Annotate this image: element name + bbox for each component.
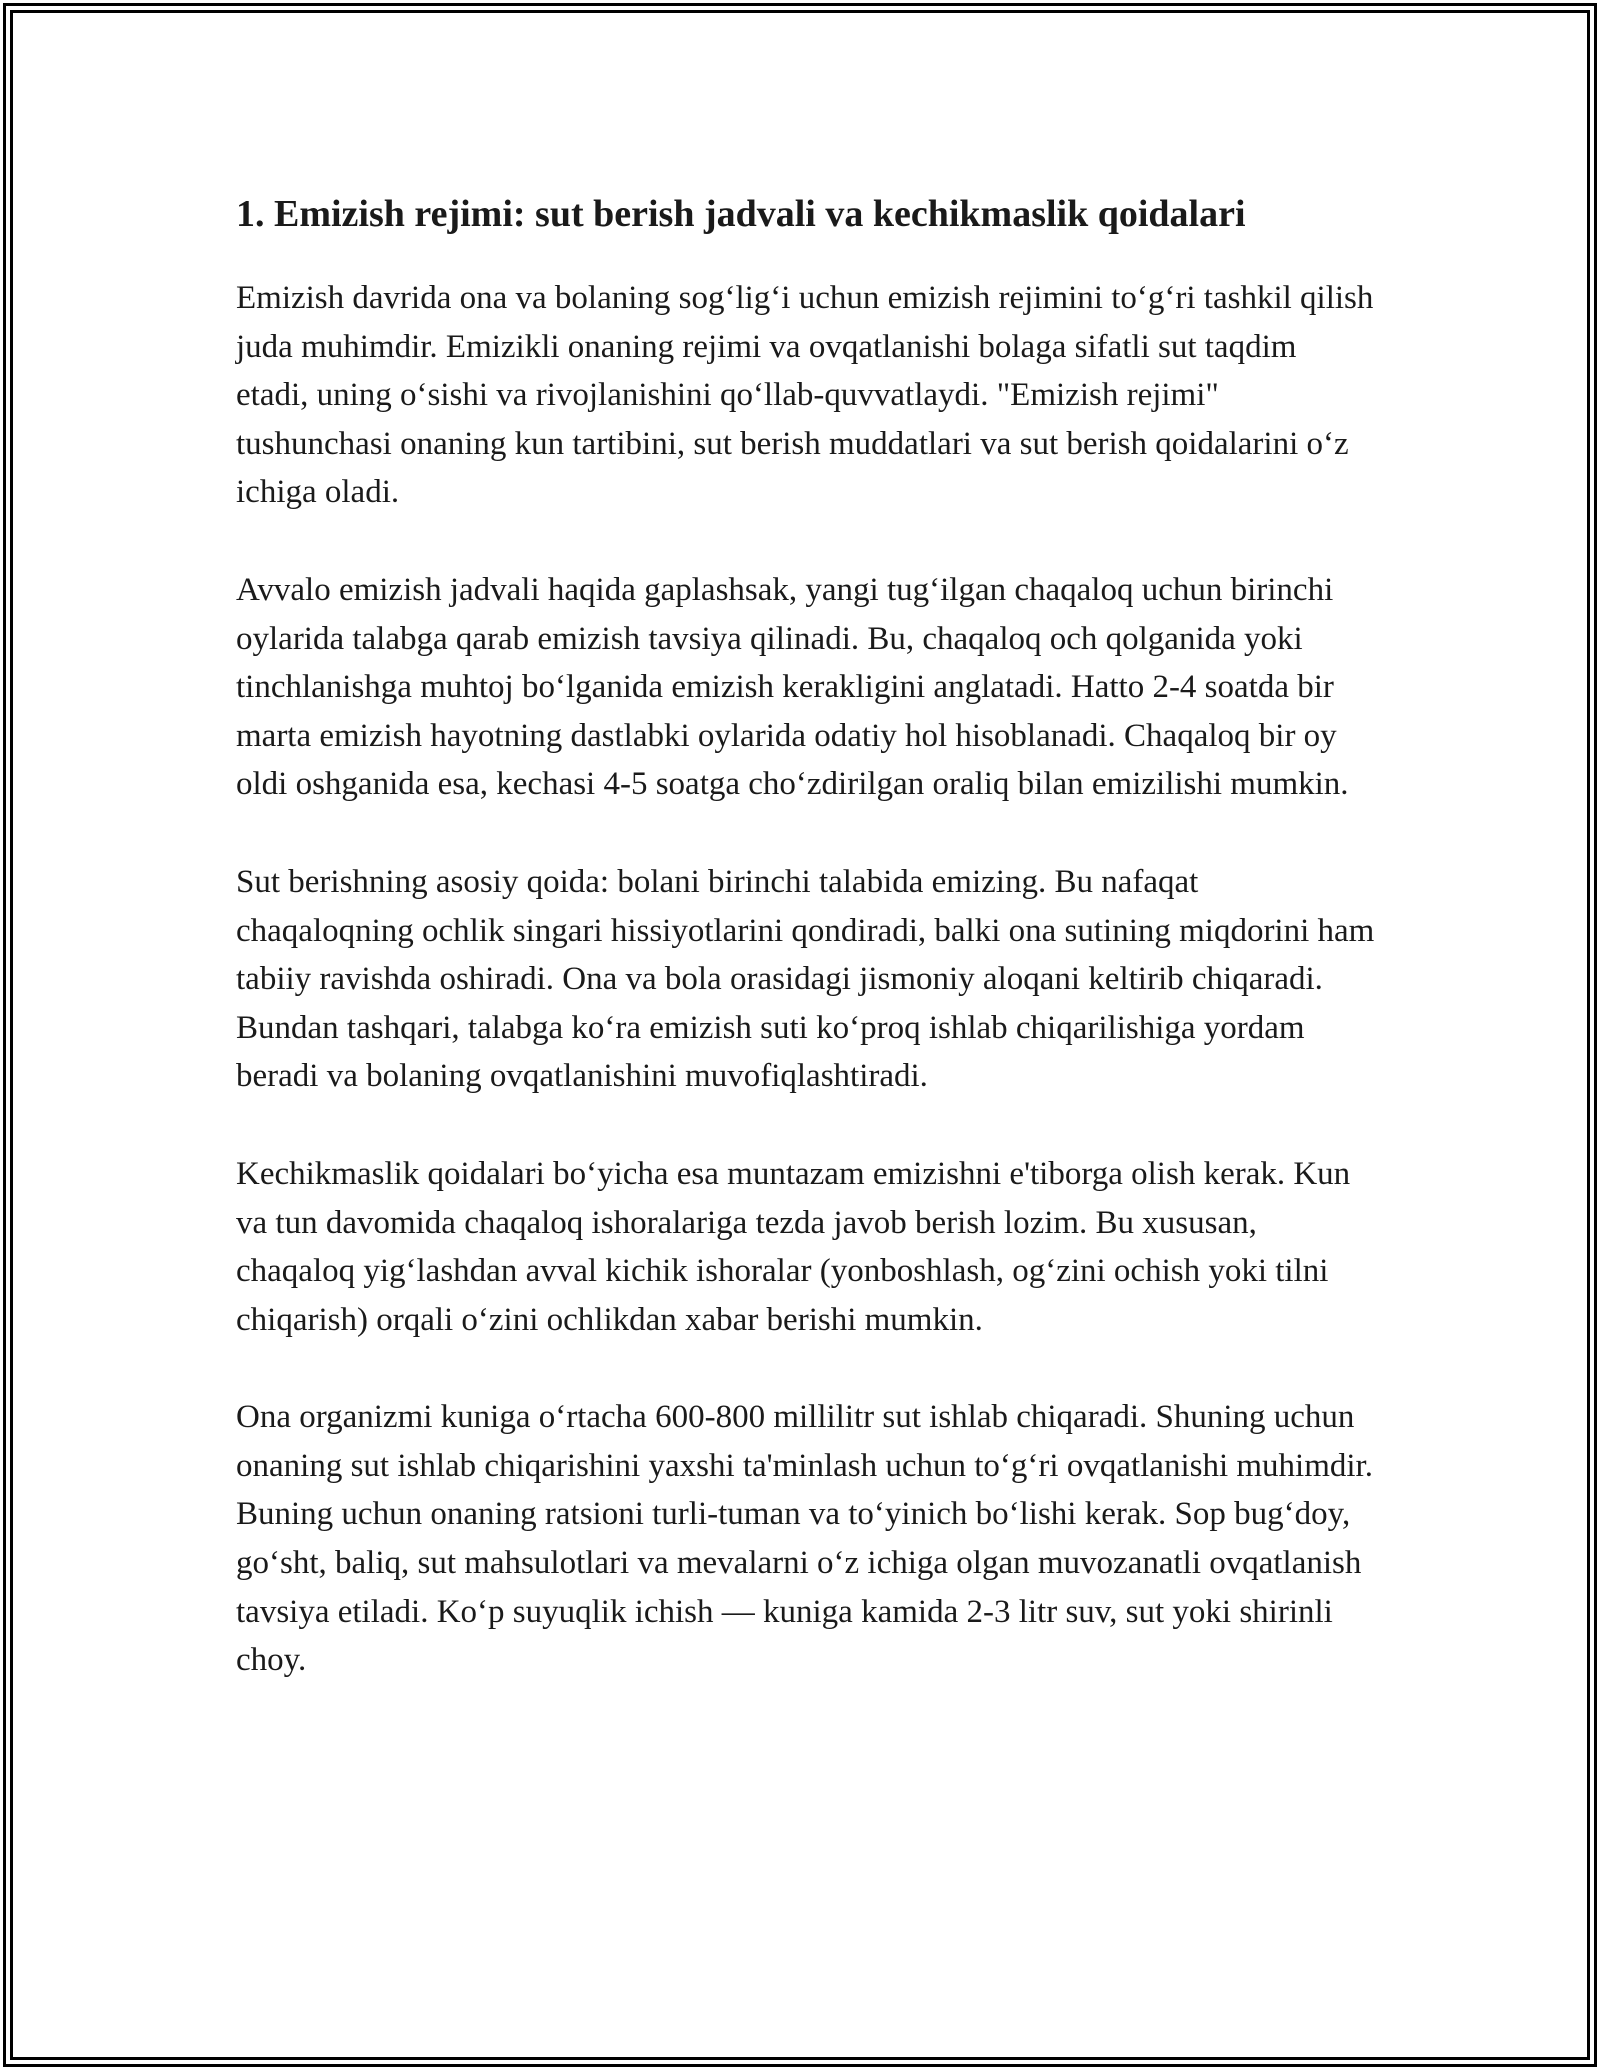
paragraph-5: Ona organizmi kuniga o‘rtacha 600-800 millilitr sut ishlab chiqaradi. Shuning uchun onaning sut ishlab chiqarishini yaxshi ta'minlash uchun to‘g‘ri ovqatlanishi muhimdir. Buning uchun onaning ratsioni turli-tuman va to‘yinich bo‘lishi kerak. Sop bug‘doy, go‘sht, baliq, sut mahsulotlari va mevalarni o‘z ichiga olgan muvozanatli ovqatlanish tavsiya etiladi. Ko‘p suyuqlik ichish — kuniga kamida 2-3 litr suv, sut yoki shirinli choy. (236, 1399, 1373, 1679)
paragraph-1: Emizish davrida ona va bolaning sog‘lig‘i uchun emizish rejimini to‘g‘ri tashkil qilish juda muhimdir. Emizikli onaning rejimi va ovqatlanishi bolaga sifatli sut taqdim etadi, uning o‘sishi va rivojlanishini qo‘llab-quvvatlaydi. "Emizish rejimi" tushunchasi onaning kun tartibini, sut berish muddatlari va sut berish qoidalarini o‘z ichiga oladi. (236, 280, 1374, 511)
paragraph-4: Kechikmaslik qoidalari bo‘yicha esa muntazam emizishni e'tiborga olish kerak. Kun va tun davomida chaqaloq ishoralariga tezda javob berish lozim. Bu xususan, chaqaloq yig‘lashdan avval kichik ishoralar (yonboshlash, og‘zini ochish yoki tilni chiqarish) orqali o‘zini ochlikdan xabar berishi mumkin. (236, 1155, 1351, 1338)
paragraph-2: Avvalo emizish jadvali haqida gaplashsak, yangi tug‘ilgan chaqaloq uchun birinchi oylarida talabga qarab emizish tavsiya qilinadi. Bu, chaqaloq och qolganida yoki tinchlanishga muhtoj bo‘lganida emizish kerakligini anglatadi. Hatto 2-4 soatda bir marta emizish hayotning dastlabki oylarida odatiy hol hisoblanadi. Chaqaloq bir oy oldi oshganida esa, kechasi 4-5 soatga cho‘zdirilgan oraliq bilan emizilishi mumkin. (236, 571, 1349, 803)
paragraph-3: Sut berishning asosiy qoida: bolani birinchi talabida emizing. Bu nafaqat chaqaloqning ochlik singari hissiyotlarini qondiradi, balki ona sutining miqdorini ham tabiiy ravishda oshiradi. Ona va bola orasidagi jismoniy aloqani keltirib chiqaradi. Bundan tashqari, talabga ko‘ra emizish suti ko‘proq ishlab chiqarilishiga yordam beradi va bolaning ovqatlanishini muvofiqlashtiradi. (236, 863, 1375, 1095)
page-title: 1. Emizish rejimi: sut berish jadvali va kechikmaslik qoidalari (236, 193, 1246, 235)
document-body (236, 188, 1376, 1734)
